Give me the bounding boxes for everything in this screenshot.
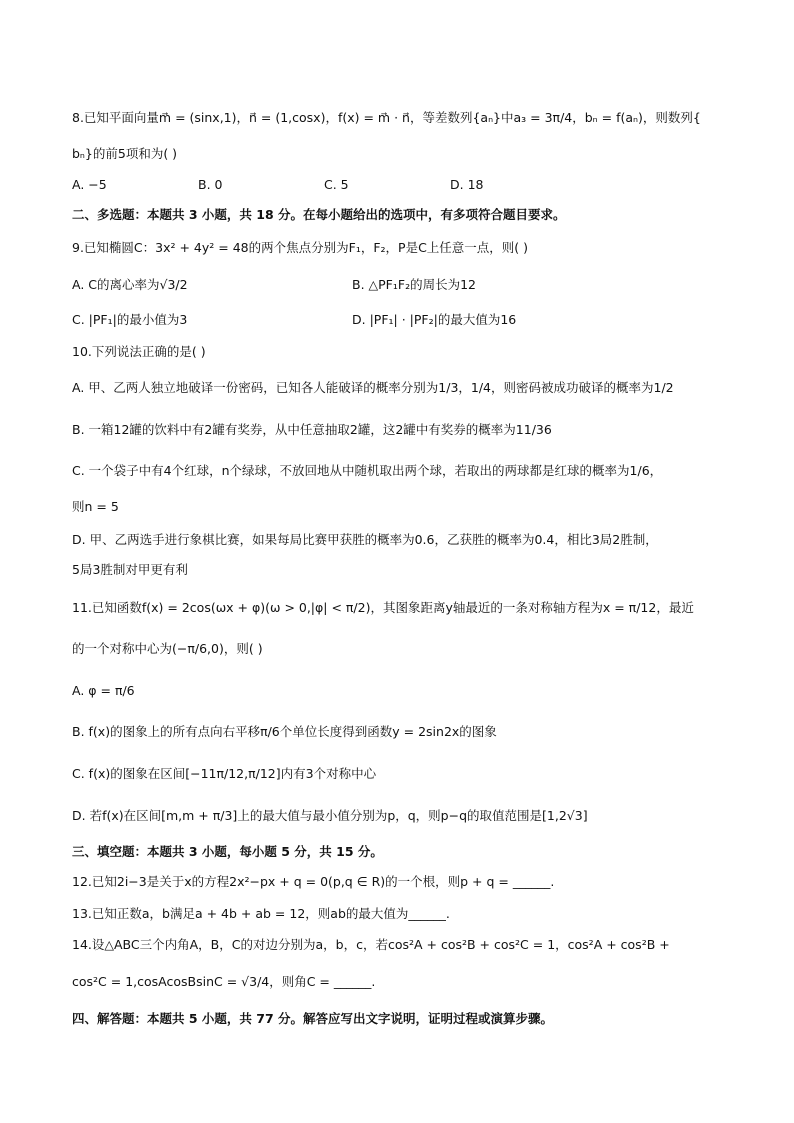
q9-options-row1 xyxy=(72,276,736,294)
q8-option-d: D. 18 xyxy=(450,177,484,192)
q10-option-d-line2: 5局3胜制对甲更有利 xyxy=(72,562,188,577)
q14-stem-line2: cos²C = 1,cosAcosBsinC = √3/4，则角C = ______. xyxy=(72,974,376,989)
section-2-title: 二、多选题：本题共 3 小题，共 18 分。在每小题给出的选项中，有多项符合题目要求。 xyxy=(72,207,566,222)
q10-option-d-line1: D. 甲、乙两选手进行象棋比赛，如果每局比赛甲获胜的概率为0.6，乙获胜的概率为0.4，相比3局2胜制， xyxy=(72,532,658,547)
q8-option-b: B. 0 xyxy=(198,177,223,192)
q12-stem: 12.已知2i−3是关于x的方程2x²−px + q = 0(p,q ∈ R)的一个根，则p + q = ______. xyxy=(72,874,555,889)
q11-option-c: C. f(x)的图象在区间[−11π/12,π/12]内有3个对称中心 xyxy=(72,766,377,781)
q11-stem-line2: 的一个对称中心为(−π/6,0)，则( ) xyxy=(72,641,263,656)
q8-stem-line2: bₙ}的前5项和为( ) xyxy=(72,146,178,161)
q11-option-b: B. f(x)的图象上的所有点向右平移π/6个单位长度得到函数y = 2sin2x的图象 xyxy=(72,724,497,739)
q8-stem-line1: 8.已知平面向量m⃗ = (sinx,1)，n⃗ = (1,cosx)，f(x) = m⃗ · n⃗，等差数列{aₙ}中a₃ = 3π/4，bₙ = f(aₙ)，则数列{ xyxy=(72,110,701,125)
section-3-title: 三、填空题：本题共 3 小题，每小题 5 分，共 15 分。 xyxy=(72,844,383,859)
q10-option-c-line2: 则n = 5 xyxy=(72,499,119,514)
q8-option-a: A. −5 xyxy=(72,177,107,192)
q10-option-b: B. 一箱12罐的饮料中有2罐有奖券，从中任意抽取2罐，这2罐中有奖券的概率为11/36 xyxy=(72,422,552,437)
q9-options-row2 xyxy=(72,311,736,329)
q8-options xyxy=(72,176,736,194)
q9-option-b: B. △PF₁F₂的周长为12 xyxy=(352,277,476,292)
q9-option-c: C. |PF₁|的最小值为3 xyxy=(72,312,188,327)
q10-option-c-line1: C. 一个袋子中有4个红球，n个绿球，不放回地从中随机取出两个球，若取出的两球都是红球的概率为1/6， xyxy=(72,463,663,478)
q9-stem: 9.已知椭圆C：3x² + 4y² = 48的两个焦点分别为F₁，F₂，P是C上任意一点，则( ) xyxy=(72,240,529,255)
q10-stem: 10.下列说法正确的是( ) xyxy=(72,344,206,359)
q8-option-c: C. 5 xyxy=(324,177,349,192)
q11-stem-line1: 11.已知函数f(x) = 2cos(ωx + φ)(ω > 0,|φ| < π/2)，其图象距离y轴最近的一条对称轴方程为x = π/12，最近 xyxy=(72,600,694,615)
q9-option-d: D. |PF₁| · |PF₂|的最大值为16 xyxy=(352,312,517,327)
q10-option-a: A. 甲、乙两人独立地破译一份密码，已知各人能破译的概率分别为1/3，1/4，则密码被成功破译的概率为1/2 xyxy=(72,380,674,395)
section-4-title: 四、解答题：本题共 5 小题，共 77 分。解答应写出文字说明，证明过程或演算步骤。 xyxy=(72,1011,554,1026)
q9-option-a: A. C的离心率为√3/2 xyxy=(72,277,188,292)
q13-stem: 13.已知正数a，b满足a + 4b + ab = 12，则ab的最大值为______. xyxy=(72,906,450,921)
q11-option-a: A. φ = π/6 xyxy=(72,683,135,698)
q11-option-d: D. 若f(x)在区间[m,m + π/3]上的最大值与最小值分别为p，q，则p−q的取值范围是[1,2√3] xyxy=(72,808,588,823)
q14-stem-line1: 14.设△ABC三个内角A，B，C的对边分别为a，b，c，若cos²A + cos²B + cos²C = 1，cos²A + cos²B + xyxy=(72,937,670,952)
